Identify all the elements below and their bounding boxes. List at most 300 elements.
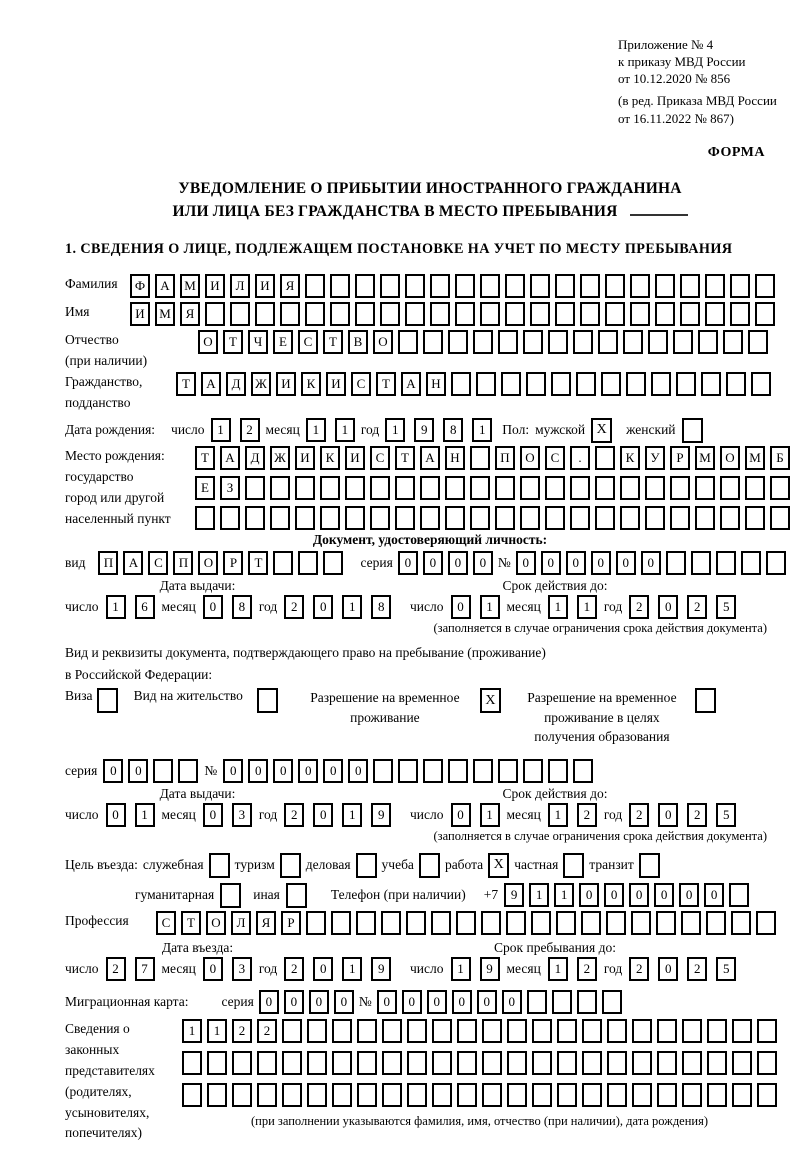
form-cell[interactable] [182,1083,202,1107]
form-cell[interactable] [473,759,493,783]
form-cell[interactable]: Т [195,446,215,470]
form-cell[interactable]: У [645,446,665,470]
form-cell[interactable] [605,302,625,326]
form-cell[interactable]: 1 [182,1019,202,1043]
form-cell[interactable] [373,759,393,783]
form-cell[interactable]: М [745,446,765,470]
form-cell[interactable] [555,274,575,298]
form-cell[interactable]: 2 [106,957,126,981]
purpose-official-checkbox[interactable] [209,853,230,878]
form-cell[interactable]: А [123,551,143,575]
form-cell[interactable]: П [173,551,193,575]
form-cell[interactable] [507,1019,527,1043]
form-cell[interactable] [632,1083,652,1107]
form-cell[interactable] [730,274,750,298]
form-cell[interactable] [398,330,418,354]
form-cell[interactable] [698,330,718,354]
form-cell[interactable] [457,1083,477,1107]
form-cell[interactable]: А [155,274,175,298]
form-cell[interactable] [551,372,571,396]
form-cell[interactable]: О [520,446,540,470]
form-cell[interactable]: 2 [577,957,597,981]
form-cell[interactable]: И [326,372,346,396]
form-cell[interactable] [423,759,443,783]
purpose-business-checkbox[interactable] [356,853,377,878]
form-cell[interactable]: А [401,372,421,396]
form-cell[interactable]: 0 [566,551,586,575]
form-cell[interactable]: Я [280,274,300,298]
form-cell[interactable] [370,476,390,500]
form-cell[interactable]: 0 [704,883,724,907]
form-cell[interactable] [507,1083,527,1107]
form-cell[interactable] [455,302,475,326]
form-cell[interactable] [630,302,650,326]
form-cell[interactable]: 9 [371,803,391,827]
form-cell[interactable]: П [495,446,515,470]
form-cell[interactable] [720,476,740,500]
form-cell[interactable] [381,911,401,935]
purpose-work-checkbox[interactable]: X [488,853,509,878]
form-cell[interactable] [573,330,593,354]
purpose-transit-checkbox[interactable] [639,853,660,878]
form-cell[interactable]: 0 [203,595,223,619]
form-cell[interactable] [432,1083,452,1107]
form-cell[interactable] [655,302,675,326]
form-cell[interactable]: 2 [284,957,304,981]
form-cell[interactable] [320,476,340,500]
form-cell[interactable] [530,302,550,326]
form-cell[interactable] [745,506,765,530]
form-cell[interactable] [405,274,425,298]
form-cell[interactable] [732,1019,752,1043]
form-cell[interactable]: 0 [323,759,343,783]
form-cell[interactable] [770,506,790,530]
form-cell[interactable]: 2 [284,803,304,827]
form-cell[interactable] [307,1051,327,1075]
form-cell[interactable]: 0 [103,759,123,783]
purpose-private-checkbox[interactable] [563,853,584,878]
form-cell[interactable] [757,1051,777,1075]
form-cell[interactable]: К [320,446,340,470]
form-cell[interactable] [431,911,451,935]
form-cell[interactable] [270,476,290,500]
form-cell[interactable]: 9 [414,418,434,442]
form-cell[interactable] [357,1051,377,1075]
form-cell[interactable] [257,1083,277,1107]
form-cell[interactable] [456,911,476,935]
form-cell[interactable] [523,759,543,783]
form-cell[interactable] [430,274,450,298]
form-cell[interactable] [632,1019,652,1043]
form-cell[interactable] [480,302,500,326]
form-cell[interactable]: З [220,476,240,500]
form-cell[interactable]: 1 [335,418,355,442]
form-cell[interactable] [527,990,547,1014]
form-cell[interactable] [205,302,225,326]
form-cell[interactable] [726,372,746,396]
form-number-blank[interactable] [630,214,688,216]
form-cell[interactable]: 2 [687,803,707,827]
form-cell[interactable] [607,1019,627,1043]
form-cell[interactable]: Е [273,330,293,354]
form-cell[interactable]: 1 [306,418,326,442]
form-cell[interactable] [270,506,290,530]
form-cell[interactable] [570,506,590,530]
form-cell[interactable] [332,1083,352,1107]
form-cell[interactable] [220,506,240,530]
form-cell[interactable]: 0 [641,551,661,575]
form-cell[interactable]: 0 [591,551,611,575]
form-cell[interactable] [648,330,668,354]
form-cell[interactable]: М [695,446,715,470]
temp-residence-checkbox[interactable]: X [480,688,501,713]
form-cell[interactable] [582,1019,602,1043]
purpose-humanitarian-checkbox[interactable] [220,883,241,908]
form-cell[interactable] [507,1051,527,1075]
form-cell[interactable] [355,302,375,326]
form-cell[interactable] [498,330,518,354]
form-cell[interactable] [448,330,468,354]
form-cell[interactable] [405,302,425,326]
purpose-study-checkbox[interactable] [419,853,440,878]
form-cell[interactable]: К [301,372,321,396]
form-cell[interactable] [495,506,515,530]
form-cell[interactable] [526,372,546,396]
form-cell[interactable]: Д [245,446,265,470]
form-cell[interactable] [482,1019,502,1043]
form-cell[interactable] [582,1083,602,1107]
form-cell[interactable]: 0 [679,883,699,907]
form-cell[interactable]: 0 [629,883,649,907]
form-cell[interactable]: И [255,274,275,298]
form-cell[interactable]: О [198,330,218,354]
form-cell[interactable] [380,302,400,326]
form-cell[interactable] [620,506,640,530]
form-cell[interactable] [307,1083,327,1107]
form-cell[interactable] [482,1083,502,1107]
form-cell[interactable] [601,372,621,396]
form-cell[interactable]: 0 [398,551,418,575]
form-cell[interactable]: 0 [516,551,536,575]
form-cell[interactable] [605,274,625,298]
form-cell[interactable]: 0 [203,803,223,827]
form-cell[interactable]: 1 [472,418,492,442]
form-cell[interactable]: 0 [473,551,493,575]
form-cell[interactable]: Т [181,911,201,935]
form-cell[interactable]: 0 [502,990,522,1014]
form-cell[interactable]: 0 [427,990,447,1014]
form-cell[interactable] [695,506,715,530]
form-cell[interactable] [623,330,643,354]
form-cell[interactable] [755,274,775,298]
form-cell[interactable]: Ф [130,274,150,298]
form-cell[interactable] [716,551,736,575]
form-cell[interactable]: Я [256,911,276,935]
form-cell[interactable]: Е [195,476,215,500]
form-cell[interactable]: 9 [504,883,524,907]
form-cell[interactable]: 0 [334,990,354,1014]
form-cell[interactable] [520,506,540,530]
form-cell[interactable] [729,883,749,907]
form-cell[interactable] [706,911,726,935]
form-cell[interactable]: 2 [629,595,649,619]
form-cell[interactable] [432,1019,452,1043]
form-cell[interactable]: 0 [377,990,397,1014]
form-cell[interactable] [523,330,543,354]
form-cell[interactable] [255,302,275,326]
form-cell[interactable] [282,1019,302,1043]
female-checkbox[interactable] [682,418,703,443]
form-cell[interactable] [595,476,615,500]
form-cell[interactable] [531,911,551,935]
form-cell[interactable]: Т [176,372,196,396]
form-cell[interactable] [420,506,440,530]
form-cell[interactable] [280,302,300,326]
form-cell[interactable] [691,551,711,575]
form-cell[interactable]: 0 [658,595,678,619]
form-cell[interactable] [407,1019,427,1043]
form-cell[interactable] [707,1051,727,1075]
form-cell[interactable] [766,551,786,575]
form-cell[interactable]: А [220,446,240,470]
form-cell[interactable]: 1 [211,418,231,442]
form-cell[interactable] [645,506,665,530]
form-cell[interactable]: 0 [452,990,472,1014]
form-cell[interactable] [295,476,315,500]
visa-checkbox[interactable] [97,688,118,713]
form-cell[interactable] [480,274,500,298]
form-cell[interactable] [481,911,501,935]
form-cell[interactable] [720,506,740,530]
form-cell[interactable]: С [370,446,390,470]
form-cell[interactable]: 2 [687,957,707,981]
form-cell[interactable] [407,1083,427,1107]
form-cell[interactable] [356,911,376,935]
form-cell[interactable] [423,330,443,354]
form-cell[interactable]: 0 [658,803,678,827]
form-cell[interactable] [245,506,265,530]
form-cell[interactable] [532,1083,552,1107]
form-cell[interactable] [395,476,415,500]
form-cell[interactable] [445,476,465,500]
form-cell[interactable] [530,274,550,298]
form-cell[interactable]: 0 [273,759,293,783]
form-cell[interactable]: 1 [480,595,500,619]
form-cell[interactable] [557,1051,577,1075]
form-cell[interactable] [751,372,771,396]
form-cell[interactable] [645,476,665,500]
form-cell[interactable] [520,476,540,500]
form-cell[interactable]: 2 [232,1019,252,1043]
form-cell[interactable] [730,302,750,326]
form-cell[interactable]: Р [223,551,243,575]
form-cell[interactable] [470,446,490,470]
form-cell[interactable]: 0 [259,990,279,1014]
form-cell[interactable]: 9 [371,957,391,981]
form-cell[interactable]: 2 [577,803,597,827]
form-cell[interactable] [207,1083,227,1107]
form-cell[interactable] [182,1051,202,1075]
form-cell[interactable] [555,302,575,326]
form-cell[interactable] [306,911,326,935]
form-cell[interactable]: 1 [342,957,362,981]
form-cell[interactable]: 0 [248,759,268,783]
form-cell[interactable] [195,506,215,530]
temp-residence-education-checkbox[interactable] [695,688,716,713]
form-cell[interactable] [741,551,761,575]
form-cell[interactable] [581,911,601,935]
form-cell[interactable]: С [351,372,371,396]
form-cell[interactable] [476,372,496,396]
form-cell[interactable] [755,302,775,326]
form-cell[interactable]: А [420,446,440,470]
form-cell[interactable] [682,1019,702,1043]
form-cell[interactable] [545,476,565,500]
form-cell[interactable]: П [98,551,118,575]
form-cell[interactable]: 1 [207,1019,227,1043]
form-cell[interactable] [245,476,265,500]
form-cell[interactable] [330,302,350,326]
form-cell[interactable]: 1 [548,595,568,619]
form-cell[interactable] [757,1083,777,1107]
form-cell[interactable] [676,372,696,396]
form-cell[interactable] [707,1083,727,1107]
form-cell[interactable] [406,911,426,935]
form-cell[interactable] [632,1051,652,1075]
form-cell[interactable]: Я [180,302,200,326]
form-cell[interactable] [495,476,515,500]
form-cell[interactable]: Б [770,446,790,470]
form-cell[interactable] [455,274,475,298]
form-cell[interactable] [723,330,743,354]
form-cell[interactable] [626,372,646,396]
form-cell[interactable]: 3 [232,803,252,827]
form-cell[interactable]: 0 [284,990,304,1014]
form-cell[interactable] [707,1019,727,1043]
form-cell[interactable] [357,1019,377,1043]
form-cell[interactable]: 0 [298,759,318,783]
residence-permit-checkbox[interactable] [257,688,278,713]
form-cell[interactable]: Л [230,274,250,298]
form-cell[interactable] [595,506,615,530]
form-cell[interactable] [731,911,751,935]
form-cell[interactable] [451,372,471,396]
form-cell[interactable] [631,911,651,935]
form-cell[interactable]: 5 [716,803,736,827]
form-cell[interactable]: 1 [480,803,500,827]
form-cell[interactable] [657,1051,677,1075]
form-cell[interactable] [380,274,400,298]
form-cell[interactable]: 2 [284,595,304,619]
form-cell[interactable]: В [348,330,368,354]
form-cell[interactable] [682,1083,702,1107]
form-cell[interactable] [748,330,768,354]
form-cell[interactable] [345,476,365,500]
form-cell[interactable]: С [298,330,318,354]
form-cell[interactable] [295,506,315,530]
form-cell[interactable] [548,330,568,354]
form-cell[interactable]: 1 [135,803,155,827]
form-cell[interactable]: Т [248,551,268,575]
form-cell[interactable] [331,911,351,935]
form-cell[interactable]: Н [426,372,446,396]
form-cell[interactable] [448,759,468,783]
form-cell[interactable] [207,1051,227,1075]
form-cell[interactable] [620,476,640,500]
form-cell[interactable] [382,1019,402,1043]
form-cell[interactable]: О [720,446,740,470]
form-cell[interactable] [273,551,293,575]
form-cell[interactable]: 0 [579,883,599,907]
form-cell[interactable]: 2 [257,1019,277,1043]
form-cell[interactable] [482,1051,502,1075]
form-cell[interactable]: 0 [402,990,422,1014]
form-cell[interactable] [732,1083,752,1107]
form-cell[interactable]: . [570,446,590,470]
form-cell[interactable] [320,506,340,530]
form-cell[interactable] [656,911,676,935]
form-cell[interactable]: С [148,551,168,575]
form-cell[interactable] [457,1019,477,1043]
form-cell[interactable] [430,302,450,326]
form-cell[interactable] [332,1019,352,1043]
form-cell[interactable] [705,302,725,326]
form-cell[interactable] [232,1083,252,1107]
form-cell[interactable]: 1 [385,418,405,442]
male-checkbox[interactable]: X [591,418,612,443]
form-cell[interactable] [178,759,198,783]
form-cell[interactable]: И [276,372,296,396]
form-cell[interactable]: 0 [604,883,624,907]
form-cell[interactable] [598,330,618,354]
form-cell[interactable]: 0 [541,551,561,575]
form-cell[interactable]: 0 [313,957,333,981]
form-cell[interactable] [395,506,415,530]
form-cell[interactable]: 2 [629,803,649,827]
form-cell[interactable] [757,1019,777,1043]
form-cell[interactable] [305,302,325,326]
form-cell[interactable] [556,911,576,935]
form-cell[interactable]: 1 [106,595,126,619]
form-cell[interactable] [230,302,250,326]
form-cell[interactable]: 0 [309,990,329,1014]
form-cell[interactable]: 5 [716,595,736,619]
form-cell[interactable]: 1 [548,803,568,827]
form-cell[interactable] [323,551,343,575]
form-cell[interactable] [398,759,418,783]
form-cell[interactable]: И [205,274,225,298]
form-cell[interactable]: 8 [232,595,252,619]
form-cell[interactable] [330,274,350,298]
form-cell[interactable]: С [156,911,176,935]
form-cell[interactable]: Н [445,446,465,470]
form-cell[interactable]: 0 [448,551,468,575]
form-cell[interactable]: И [130,302,150,326]
form-cell[interactable]: 0 [348,759,368,783]
form-cell[interactable] [305,274,325,298]
form-cell[interactable] [651,372,671,396]
form-cell[interactable] [532,1019,552,1043]
form-cell[interactable] [745,476,765,500]
form-cell[interactable] [580,302,600,326]
form-cell[interactable] [606,911,626,935]
form-cell[interactable] [680,302,700,326]
form-cell[interactable] [501,372,521,396]
form-cell[interactable]: О [373,330,393,354]
form-cell[interactable]: 2 [687,595,707,619]
form-cell[interactable] [607,1083,627,1107]
form-cell[interactable]: 1 [342,595,362,619]
